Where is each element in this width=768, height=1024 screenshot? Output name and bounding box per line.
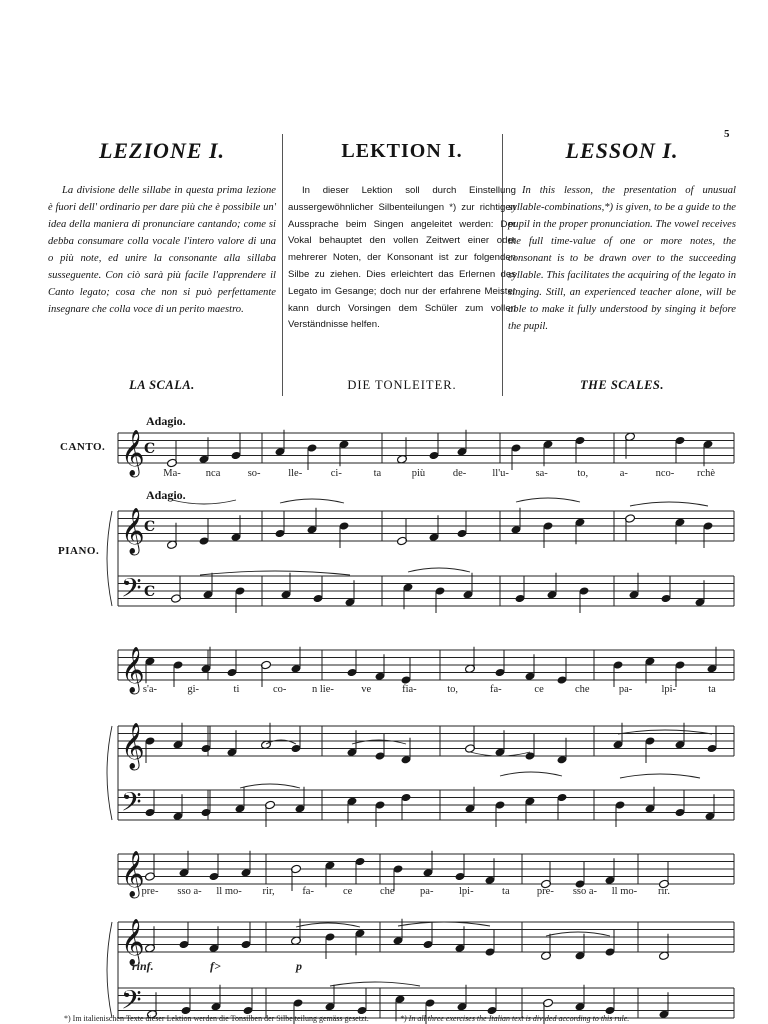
- section-heading-italian: LA SCALA.: [129, 378, 195, 392]
- tempo-marking-piano: Adagio.: [146, 488, 186, 502]
- lyric-syllable: lle-: [288, 468, 303, 479]
- bass-clef-icon: 𝄢: [121, 984, 142, 1022]
- slur: [200, 571, 350, 575]
- page-number: 5: [724, 128, 730, 140]
- lyric-syllable: de-: [452, 468, 467, 479]
- lyric-syllable: sa-: [535, 468, 548, 479]
- slur: [330, 982, 420, 986]
- time-signature: C: [144, 441, 156, 457]
- canto-label: CANTO.: [60, 441, 106, 453]
- lyric-syllable: fa-: [302, 886, 314, 897]
- treble-clef-icon: 𝄞: [121, 723, 145, 769]
- system-brace: [107, 511, 112, 606]
- lyric-syllable: ci-: [330, 468, 342, 479]
- slur: [172, 500, 236, 504]
- lesson-text-german: In dieser Lektion soll durch Einstellung aussergewöhnlicher Silbenteilungen *) zur richtigen Aussprache beim Singen angeleitet werden: Der Vokal behauptet den vollen Zeitwert einer oder mehrerer Noten, der Konsonant ist zur folgenden Silbe zu ziehen. Dies erleichtert das Erlernen des Legato im Gesange; doch nur der erfahrene Meister kann durch Vorsingen dem Schüler zum vollen Verständnisse helfen.: [288, 185, 516, 331]
- lyric-syllable: pre-: [141, 886, 159, 897]
- lyric-syllable: pa-: [618, 684, 633, 695]
- dynamic-marking: p: [296, 959, 302, 973]
- lyric-syllable: a-: [619, 468, 628, 479]
- lyric-syllable: fia-: [402, 684, 417, 695]
- lyric-syllable: ti: [233, 684, 240, 695]
- lyric-syllable: pre-: [536, 886, 554, 897]
- lyric-syllable: lpi-: [661, 684, 677, 695]
- lesson-heading-italian: LEZIONE I.: [98, 138, 226, 163]
- lyric-syllable: lpi-: [459, 886, 474, 897]
- lyric-syllable: ta: [502, 886, 510, 897]
- slur: [408, 568, 470, 572]
- section-heading-german: DIE TONLEITER.: [347, 378, 457, 392]
- dynamic-marking: f>: [210, 959, 221, 973]
- slur: [630, 502, 708, 506]
- lesson-text-italian: La divisione delle sillabe in questa prima lezione è fuori dell' ordinario per dare più che è possibile un' idea della maniera di pronunciare cantando; come si debba consumare colla vocale l'intero valore di una o più note, ed unire la consonante alla sillaba susseguente. Con ciò sarà più facile l'apprendere il Canto legato; cosa che non si può perfettamente insegnare che colla voce di un perito maestro.: [48, 185, 276, 315]
- lyric-syllable: più: [411, 468, 426, 479]
- lyric-syllable: rchè: [696, 468, 716, 479]
- lyric-syllable: ta: [373, 468, 382, 479]
- lyric-syllable: ta: [708, 684, 716, 695]
- lyric-syllable: ve: [361, 684, 372, 695]
- lyric-syllable: fa-: [490, 684, 502, 695]
- dynamic-marking: rinf.: [132, 959, 154, 973]
- lyric-syllable: ll'u-: [492, 468, 509, 479]
- lyric-syllable: ll mo-: [216, 886, 242, 897]
- slur: [296, 923, 360, 927]
- slur: [500, 772, 562, 776]
- lyric-syllable: che: [575, 684, 590, 695]
- lesson-heading-english: LESSON I.: [565, 138, 679, 163]
- bass-clef-icon: 𝄢: [121, 572, 142, 610]
- lyric-syllable: che: [379, 886, 395, 897]
- lyric-syllable: so-: [247, 468, 261, 479]
- lyric-syllable: Ma-: [163, 468, 181, 479]
- footnote-english: *) In all three exercises the Italian text is divided according to this rule.: [400, 1014, 630, 1023]
- lesson-heading-german: LEKTION I.: [341, 140, 463, 162]
- tempo-marking-canto: Adagio.: [146, 414, 186, 428]
- piano-label: PIANO.: [58, 545, 100, 557]
- lyric-syllable: ce: [343, 886, 353, 897]
- slur: [516, 498, 580, 502]
- lyric-syllable: sso a-: [177, 886, 202, 897]
- lyric-syllable: n lie-: [311, 684, 334, 695]
- footnote-german: *) Im italienischen Texte dieser Lektion werden die Tonsilben der Silbe teilung gemäss gesetzt.: [64, 1014, 369, 1023]
- slur: [620, 774, 700, 778]
- system-brace: [107, 922, 112, 1018]
- lyric-syllable: co-: [272, 684, 287, 695]
- system-brace: [107, 726, 112, 820]
- treble-clef-icon: 𝄞: [121, 430, 145, 476]
- lesson-text-english: In this lesson, the presentation of unusual syllable-combinations,*) is given, to be a guide to the pupil in the proper pronunciation. The vowel receives the full time-value of one or more notes, the consonant is to be drawn over to the succeeding syllable. This facilitates the acquiring of the legato in singing. Still, an experienced teacher alone, will be able to make it fully understood by singing it before the pupil.: [508, 185, 736, 332]
- lyric-syllable: to,: [577, 468, 589, 479]
- lyric-syllable: sso a-: [572, 886, 598, 897]
- slur: [280, 499, 344, 503]
- treble-clef-icon: 𝄞: [121, 647, 145, 693]
- lyric-syllable: nco-: [655, 468, 675, 479]
- treble-clef-icon: 𝄞: [121, 508, 145, 554]
- lyric-syllable: ll mo-: [611, 886, 638, 897]
- section-heading-english: THE SCALES.: [580, 378, 664, 392]
- lyric-syllable: pa-: [420, 886, 434, 897]
- treble-clef-icon: 𝄞: [121, 919, 145, 965]
- lyric-syllable: to,: [447, 684, 459, 695]
- slur: [546, 932, 610, 936]
- time-signature: C: [144, 584, 156, 600]
- lyric-syllable: rir,: [262, 886, 275, 897]
- lyric-syllable: nca: [205, 468, 221, 479]
- slur: [398, 922, 490, 926]
- lyric-syllable: ce: [534, 684, 544, 695]
- lyric-syllable: rir.: [658, 886, 670, 897]
- time-signature: C: [144, 519, 156, 535]
- slur: [240, 784, 300, 788]
- lyric-syllable: s'a-: [142, 684, 158, 695]
- bass-clef-icon: 𝄢: [121, 786, 142, 824]
- treble-clef-icon: 𝄞: [121, 851, 145, 897]
- lyric-syllable: gi-: [187, 684, 200, 695]
